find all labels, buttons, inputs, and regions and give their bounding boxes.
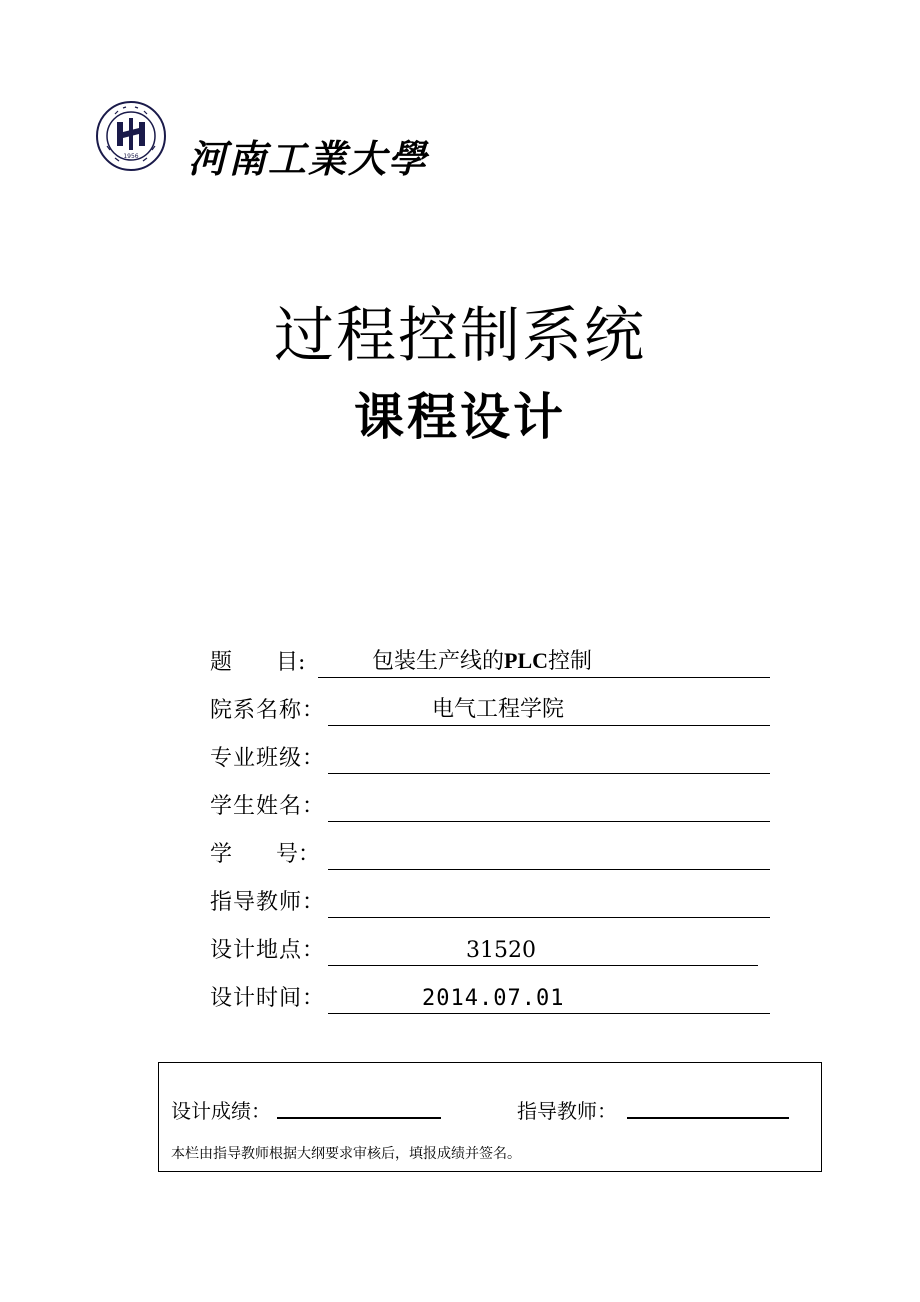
field-date (210, 984, 770, 1014)
field-label-location: 设计地点： (210, 938, 326, 963)
page-subtitle: 课程设计 (354, 388, 566, 446)
topic-prefix: 包装生产线的 (372, 649, 505, 674)
field-underline (328, 725, 770, 726)
field-major-class (210, 744, 770, 774)
field-label-student-name: 学生姓名： (210, 794, 326, 819)
seal-year: 1956 (123, 153, 139, 160)
grade-label: 设计成绩： (171, 1099, 271, 1123)
grade-advisor-label: 指导教师： (517, 1099, 617, 1123)
field-underline (328, 821, 770, 822)
field-value-topic[interactable] (372, 644, 592, 675)
topic-suffix: 控制 (548, 649, 593, 674)
field-label-department: 院系名称： (210, 698, 326, 723)
university-seal-icon (95, 100, 167, 172)
field-value-location[interactable]: 31520 (466, 938, 536, 963)
field-label-advisor: 指导教师： (210, 890, 326, 915)
page-title: 过程控制系统 (274, 301, 646, 371)
field-underline (328, 917, 770, 918)
field-value-department[interactable]: 电气工程学院 (432, 697, 565, 722)
university-name: 河南工業大學 (188, 136, 429, 181)
field-label-student-id: 学 号： (210, 842, 321, 867)
field-department (210, 696, 770, 726)
field-value-date[interactable]: 2014.07.01 (422, 986, 565, 1011)
grade-box (158, 1062, 822, 1172)
field-topic (210, 648, 770, 678)
field-location (210, 936, 770, 966)
field-underline (328, 773, 770, 774)
grade-note: 本栏由指导教师根据大纲要求审核后，填报成绩并签名。 (171, 1146, 521, 1162)
topic-plc: PLC (504, 648, 549, 673)
field-underline (328, 965, 758, 966)
field-student-name (210, 792, 770, 822)
field-student-id (210, 840, 770, 870)
field-underline (328, 869, 770, 870)
advisor-signature-line[interactable] (627, 1117, 789, 1119)
field-underline (328, 1013, 770, 1014)
field-advisor (210, 888, 770, 918)
field-label-topic: 题 目: (210, 650, 306, 675)
field-label-date: 设计时间： (210, 986, 326, 1011)
field-label-major-class: 专业班级： (210, 746, 326, 771)
field-underline (318, 677, 770, 678)
grade-input-line[interactable] (277, 1117, 441, 1119)
